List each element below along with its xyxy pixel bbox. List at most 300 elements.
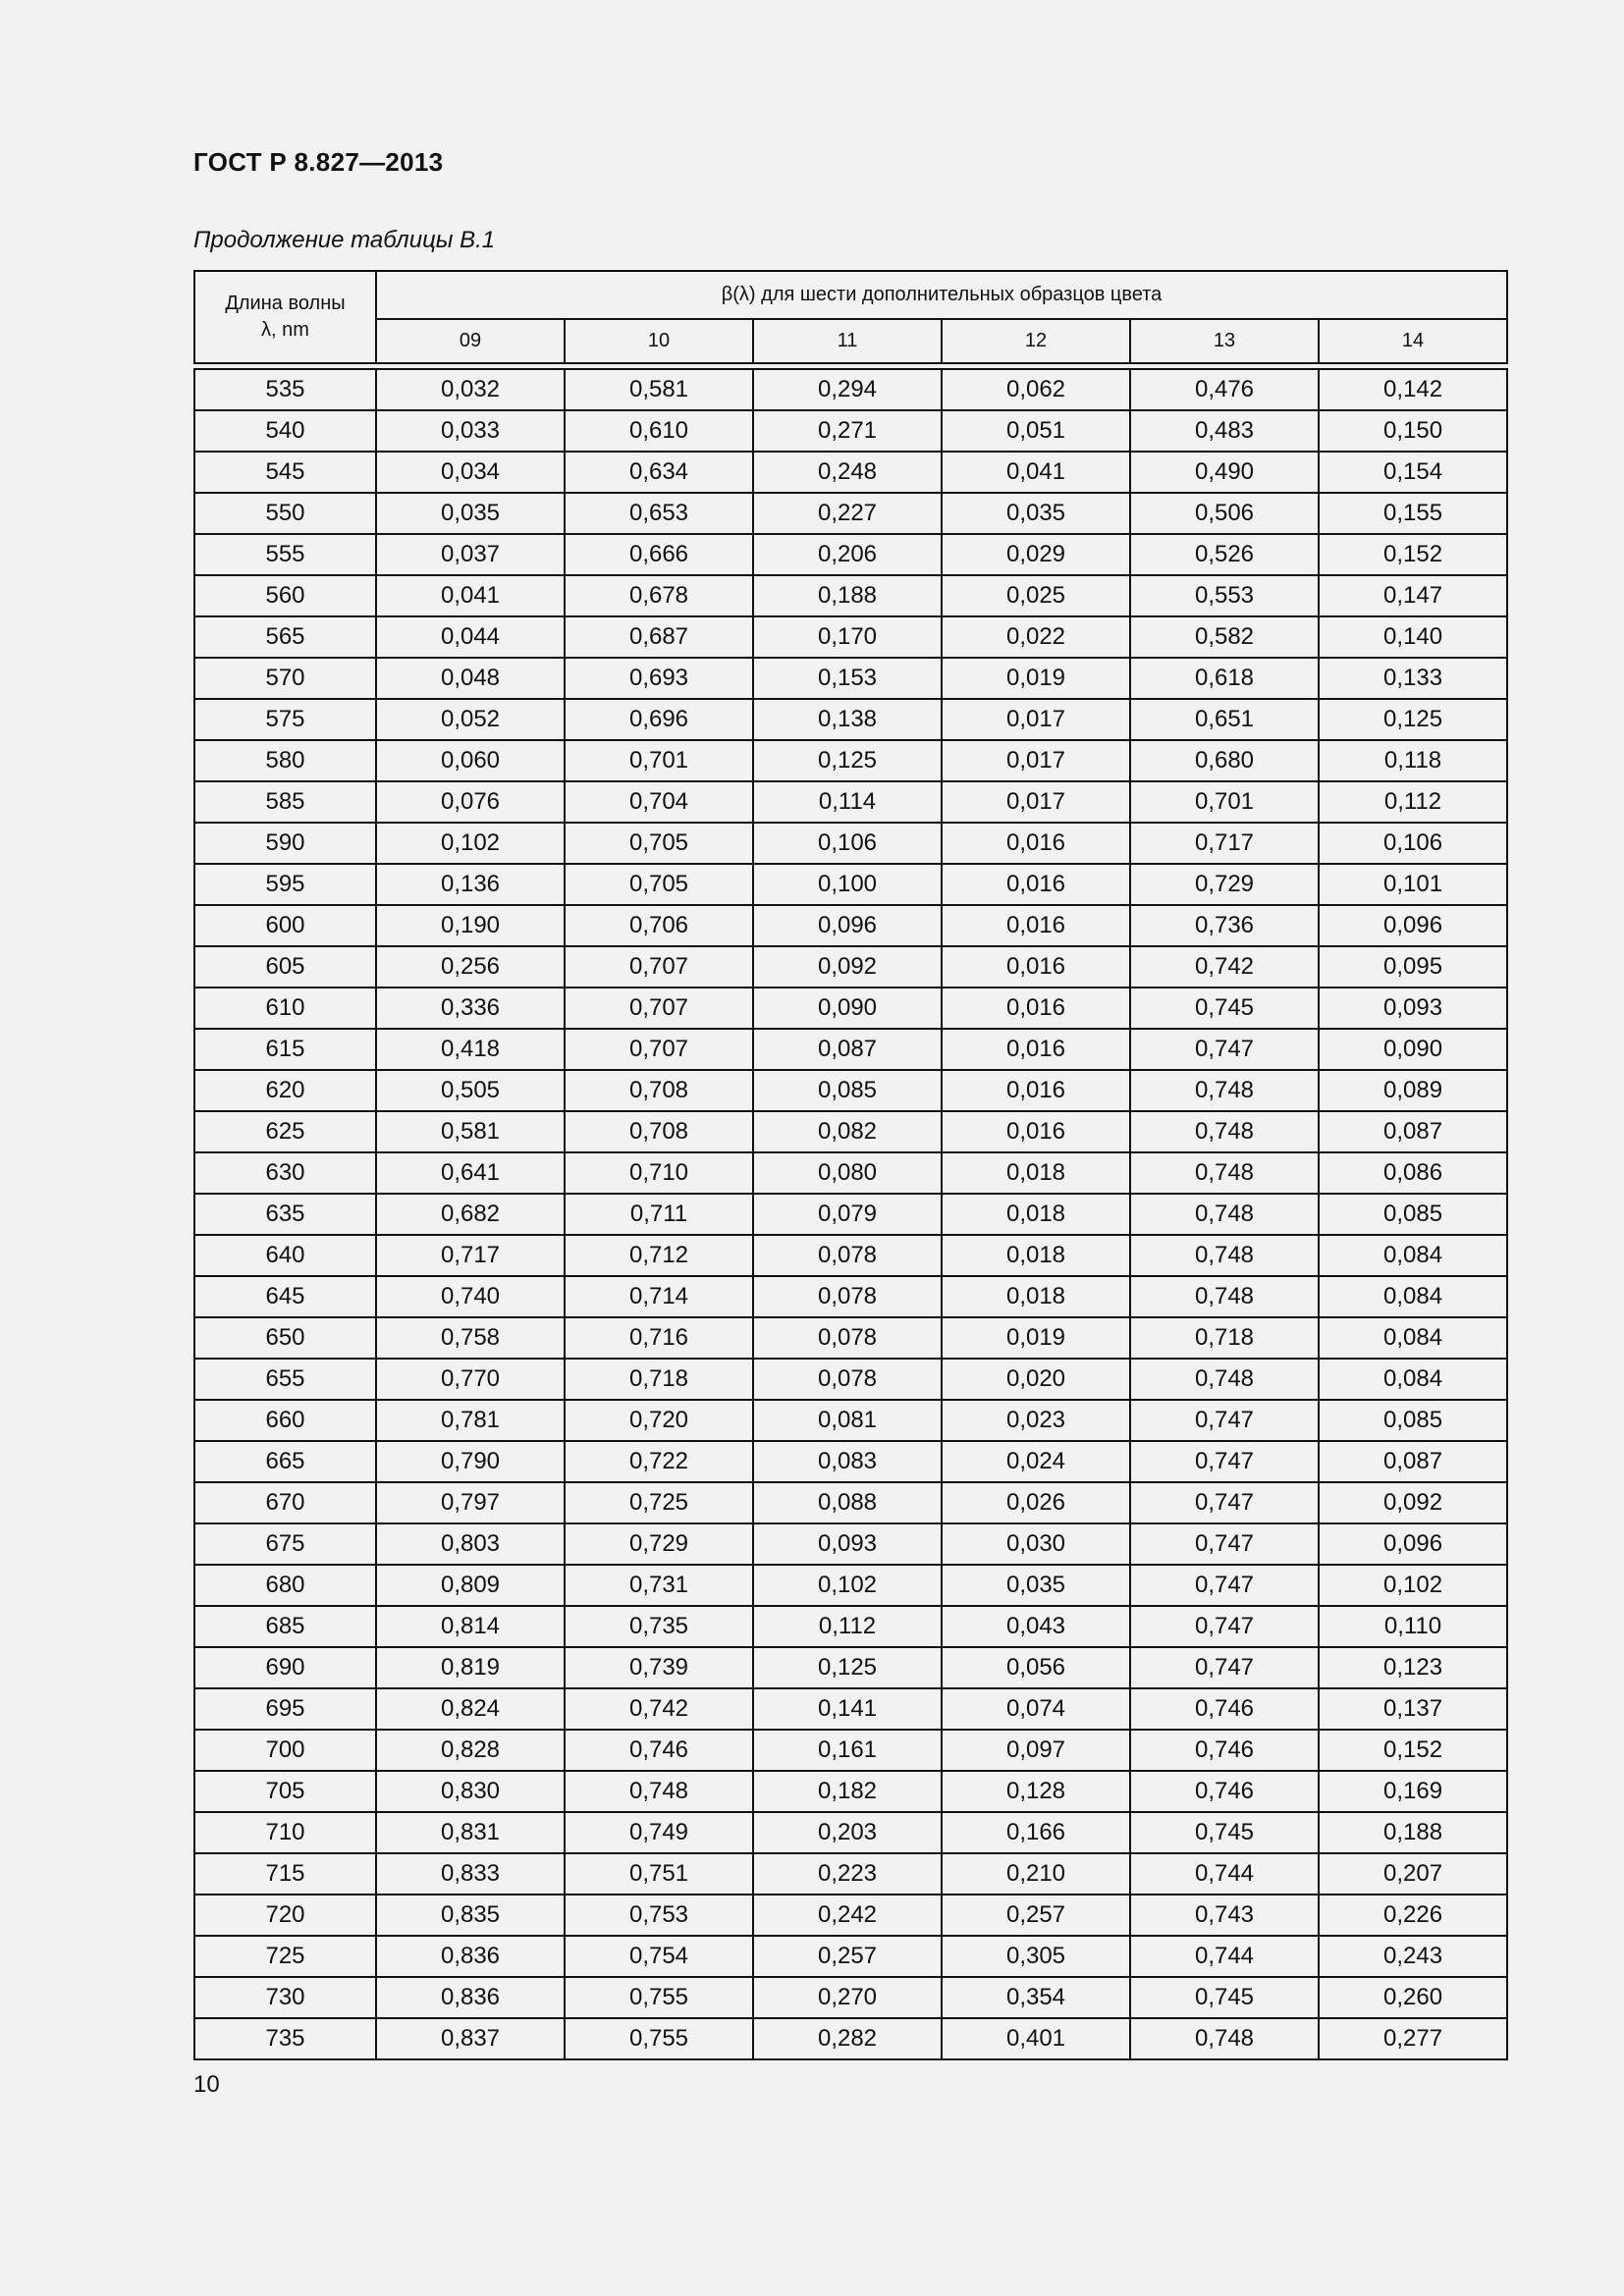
value-cell: 0,666 [565,534,753,575]
value-cell: 0,401 [942,2018,1130,2059]
wavelength-cell: 655 [194,1359,376,1400]
value-cell: 0,090 [1319,1029,1507,1070]
table-row [194,410,1507,452]
wavelength-cell: 635 [194,1194,376,1235]
value-cell: 0,153 [753,658,942,699]
value-cell: 0,092 [1319,1482,1507,1523]
value-cell: 0,022 [942,616,1130,658]
value-cell: 0,087 [1319,1111,1507,1152]
table-row [194,1936,1507,1977]
value-cell: 0,100 [753,864,942,905]
wavelength-cell: 550 [194,493,376,534]
value-cell: 0,056 [942,1647,1130,1688]
value-cell: 0,708 [565,1070,753,1111]
value-cell: 0,086 [1319,1152,1507,1194]
value-cell: 0,836 [376,1936,565,1977]
value-cell: 0,088 [753,1482,942,1523]
spectral-data-table [193,270,1508,2060]
value-cell: 0,112 [1319,781,1507,823]
value-cell: 0,747 [1130,1606,1319,1647]
value-cell: 0,736 [1130,905,1319,946]
value-cell: 0,016 [942,1111,1130,1152]
value-cell: 0,790 [376,1441,565,1482]
value-cell: 0,084 [1319,1359,1507,1400]
value-cell: 0,019 [942,658,1130,699]
value-cell: 0,084 [1319,1235,1507,1276]
value-cell: 0,096 [753,905,942,946]
value-cell: 0,837 [376,2018,565,2059]
value-cell: 0,748 [1130,2018,1319,2059]
value-cell: 0,748 [1130,1276,1319,1317]
value-cell: 0,044 [376,616,565,658]
table-row [194,1688,1507,1730]
wavelength-unit: λ, nm [261,319,309,341]
table-row [194,823,1507,864]
wavelength-cell: 575 [194,699,376,740]
value-cell: 0,035 [376,493,565,534]
value-cell: 0,707 [565,1029,753,1070]
value-cell: 0,746 [1130,1688,1319,1730]
wavelength-cell: 725 [194,1936,376,1977]
value-cell: 0,242 [753,1895,942,1936]
value-cell: 0,190 [376,905,565,946]
value-cell: 0,705 [565,864,753,905]
value-cell: 0,831 [376,1812,565,1853]
value-cell: 0,016 [942,1070,1130,1111]
value-cell: 0,755 [565,2018,753,2059]
column-header-11: 11 [753,319,942,363]
column-header-row [194,319,1507,363]
table-row [194,1565,1507,1606]
wavelength-cell: 585 [194,781,376,823]
value-cell: 0,024 [942,1441,1130,1482]
value-cell: 0,418 [376,1029,565,1070]
value-cell: 0,693 [565,658,753,699]
value-cell: 0,582 [1130,616,1319,658]
value-cell: 0,256 [376,946,565,988]
value-cell: 0,305 [942,1936,1130,1977]
table-row [194,1647,1507,1688]
wavelength-cell: 545 [194,452,376,493]
value-cell: 0,037 [376,534,565,575]
value-cell: 0,133 [1319,658,1507,699]
value-cell: 0,711 [565,1194,753,1235]
value-cell: 0,025 [942,575,1130,616]
wavelength-cell: 540 [194,410,376,452]
value-cell: 0,016 [942,1029,1130,1070]
value-cell: 0,755 [565,1977,753,2018]
value-cell: 0,154 [1319,452,1507,493]
value-cell: 0,203 [753,1812,942,1853]
value-cell: 0,744 [1130,1936,1319,1977]
value-cell: 0,824 [376,1688,565,1730]
column-header-14: 14 [1319,319,1507,363]
value-cell: 0,043 [942,1606,1130,1647]
value-cell: 0,078 [753,1317,942,1359]
value-cell: 0,102 [376,823,565,864]
beta-group-header: β(λ) для шести дополнительных образцов цвета [376,271,1507,319]
wavelength-header [194,271,376,363]
column-header-09: 09 [376,319,565,363]
value-cell: 0,836 [376,1977,565,2018]
value-cell: 0,476 [1130,369,1319,410]
table-row [194,1441,1507,1482]
wavelength-cell: 560 [194,575,376,616]
value-cell: 0,125 [753,740,942,781]
value-cell: 0,095 [1319,946,1507,988]
value-cell: 0,680 [1130,740,1319,781]
wavelength-cell: 615 [194,1029,376,1070]
table-row [194,616,1507,658]
wavelength-cell: 650 [194,1317,376,1359]
value-cell: 0,809 [376,1565,565,1606]
value-cell: 0,112 [753,1606,942,1647]
value-cell: 0,248 [753,452,942,493]
value-cell: 0,084 [1319,1317,1507,1359]
value-cell: 0,745 [1130,988,1319,1029]
value-cell: 0,137 [1319,1688,1507,1730]
value-cell: 0,270 [753,1977,942,2018]
value-cell: 0,152 [1319,534,1507,575]
value-cell: 0,701 [1130,781,1319,823]
value-cell: 0,062 [942,369,1130,410]
value-cell: 0,710 [565,1152,753,1194]
value-cell: 0,746 [1130,1730,1319,1771]
value-cell: 0,581 [376,1111,565,1152]
wavelength-cell: 660 [194,1400,376,1441]
value-cell: 0,257 [753,1936,942,1977]
value-cell: 0,701 [565,740,753,781]
table-row [194,1152,1507,1194]
value-cell: 0,735 [565,1606,753,1647]
table-row [194,905,1507,946]
value-cell: 0,150 [1319,410,1507,452]
value-cell: 0,169 [1319,1771,1507,1812]
value-cell: 0,696 [565,699,753,740]
table-row [194,452,1507,493]
value-cell: 0,018 [942,1194,1130,1235]
table-row [194,1812,1507,1853]
wavelength-cell: 670 [194,1482,376,1523]
value-cell: 0,717 [376,1235,565,1276]
value-cell: 0,097 [942,1730,1130,1771]
value-cell: 0,087 [1319,1441,1507,1482]
value-cell: 0,227 [753,493,942,534]
value-cell: 0,142 [1319,369,1507,410]
table-row [194,2018,1507,2059]
value-cell: 0,087 [753,1029,942,1070]
value-cell: 0,182 [753,1771,942,1812]
value-cell: 0,740 [376,1276,565,1317]
table-row [194,1029,1507,1070]
wavelength-cell: 720 [194,1895,376,1936]
value-cell: 0,722 [565,1441,753,1482]
value-cell: 0,030 [942,1523,1130,1565]
value-cell: 0,052 [376,699,565,740]
table-row [194,1400,1507,1441]
wavelength-cell: 605 [194,946,376,988]
value-cell: 0,747 [1130,1647,1319,1688]
value-cell: 0,034 [376,452,565,493]
table-row [194,575,1507,616]
value-cell: 0,747 [1130,1441,1319,1482]
value-cell: 0,029 [942,534,1130,575]
value-cell: 0,152 [1319,1730,1507,1771]
value-cell: 0,712 [565,1235,753,1276]
value-cell: 0,048 [376,658,565,699]
table-row [194,1606,1507,1647]
wavelength-cell: 680 [194,1565,376,1606]
value-cell: 0,770 [376,1359,565,1400]
value-cell: 0,634 [565,452,753,493]
value-cell: 0,747 [1130,1029,1319,1070]
value-cell: 0,106 [753,823,942,864]
document-header: ГОСТ Р 8.827—2013 [193,147,444,177]
value-cell: 0,035 [942,1565,1130,1606]
page-number: 10 [193,2071,220,2098]
value-cell: 0,018 [942,1276,1130,1317]
table-body [194,369,1507,2059]
value-cell: 0,106 [1319,823,1507,864]
wavelength-cell: 675 [194,1523,376,1565]
value-cell: 0,746 [565,1730,753,1771]
value-cell: 0,714 [565,1276,753,1317]
value-cell: 0,170 [753,616,942,658]
value-cell: 0,687 [565,616,753,658]
value-cell: 0,708 [565,1111,753,1152]
value-cell: 0,096 [1319,1523,1507,1565]
table-row [194,1895,1507,1936]
value-cell: 0,747 [1130,1400,1319,1441]
table-caption: Продолжение таблицы В.1 [193,227,496,253]
value-cell: 0,731 [565,1565,753,1606]
wavelength-cell: 630 [194,1152,376,1194]
wavelength-cell: 690 [194,1647,376,1688]
value-cell: 0,271 [753,410,942,452]
value-cell: 0,651 [1130,699,1319,740]
value-cell: 0,243 [1319,1936,1507,1977]
value-cell: 0,704 [565,781,753,823]
wavelength-cell: 620 [194,1070,376,1111]
value-cell: 0,282 [753,2018,942,2059]
value-cell: 0,114 [753,781,942,823]
value-cell: 0,161 [753,1730,942,1771]
value-cell: 0,188 [753,575,942,616]
value-cell: 0,020 [942,1359,1130,1400]
table-row [194,1070,1507,1111]
wavelength-cell: 570 [194,658,376,699]
table-row [194,1523,1507,1565]
value-cell: 0,725 [565,1482,753,1523]
value-cell: 0,016 [942,988,1130,1029]
value-cell: 0,742 [565,1688,753,1730]
wavelength-cell: 640 [194,1235,376,1276]
wavelength-cell: 535 [194,369,376,410]
value-cell: 0,830 [376,1771,565,1812]
value-cell: 0,078 [753,1276,942,1317]
value-cell: 0,744 [1130,1853,1319,1895]
wavelength-cell: 665 [194,1441,376,1482]
value-cell: 0,747 [1130,1523,1319,1565]
table-row [194,1317,1507,1359]
value-cell: 0,748 [1130,1194,1319,1235]
table-row [194,1853,1507,1895]
value-cell: 0,749 [565,1812,753,1853]
table-row [194,1771,1507,1812]
value-cell: 0,748 [1130,1070,1319,1111]
column-header-12: 12 [942,319,1130,363]
value-cell: 0,729 [565,1523,753,1565]
value-cell: 0,797 [376,1482,565,1523]
wavelength-cell: 580 [194,740,376,781]
value-cell: 0,060 [376,740,565,781]
value-cell: 0,718 [1130,1317,1319,1359]
value-cell: 0,618 [1130,658,1319,699]
table-row [194,493,1507,534]
value-cell: 0,017 [942,781,1130,823]
value-cell: 0,743 [1130,1895,1319,1936]
wavelength-cell: 705 [194,1771,376,1812]
table-row [194,740,1507,781]
value-cell: 0,742 [1130,946,1319,988]
wavelength-cell: 610 [194,988,376,1029]
value-cell: 0,018 [942,1152,1130,1194]
wavelength-cell: 730 [194,1977,376,2018]
value-cell: 0,093 [753,1523,942,1565]
value-cell: 0,610 [565,410,753,452]
value-cell: 0,720 [565,1400,753,1441]
value-cell: 0,223 [753,1853,942,1895]
value-cell: 0,128 [942,1771,1130,1812]
wavelength-cell: 600 [194,905,376,946]
value-cell: 0,138 [753,699,942,740]
value-cell: 0,074 [942,1688,1130,1730]
value-cell: 0,085 [1319,1400,1507,1441]
wavelength-cell: 590 [194,823,376,864]
value-cell: 0,092 [753,946,942,988]
value-cell: 0,041 [376,575,565,616]
value-cell: 0,707 [565,946,753,988]
value-cell: 0,123 [1319,1647,1507,1688]
wavelength-cell: 700 [194,1730,376,1771]
column-header-10: 10 [565,319,753,363]
value-cell: 0,745 [1130,1977,1319,2018]
table-row [194,1235,1507,1276]
value-cell: 0,682 [376,1194,565,1235]
value-cell: 0,093 [1319,988,1507,1029]
value-cell: 0,739 [565,1647,753,1688]
value-cell: 0,294 [753,369,942,410]
value-cell: 0,101 [1319,864,1507,905]
value-cell: 0,505 [376,1070,565,1111]
value-cell: 0,096 [1319,905,1507,946]
value-cell: 0,226 [1319,1895,1507,1936]
value-cell: 0,745 [1130,1812,1319,1853]
value-cell: 0,125 [1319,699,1507,740]
value-cell: 0,257 [942,1895,1130,1936]
value-cell: 0,716 [565,1317,753,1359]
value-cell: 0,260 [1319,1977,1507,2018]
value-cell: 0,140 [1319,616,1507,658]
value-cell: 0,754 [565,1936,753,1977]
value-cell: 0,081 [753,1400,942,1441]
value-cell: 0,016 [942,823,1130,864]
table-row [194,988,1507,1029]
value-cell: 0,835 [376,1895,565,1936]
table-row [194,864,1507,905]
value-cell: 0,016 [942,864,1130,905]
value-cell: 0,747 [1130,1482,1319,1523]
wavelength-label: Длина волны [225,293,346,314]
value-cell: 0,729 [1130,864,1319,905]
table-row [194,534,1507,575]
value-cell: 0,833 [376,1853,565,1895]
value-cell: 0,017 [942,740,1130,781]
value-cell: 0,506 [1130,493,1319,534]
value-cell: 0,141 [753,1688,942,1730]
value-cell: 0,336 [376,988,565,1029]
value-cell: 0,125 [753,1647,942,1688]
value-cell: 0,354 [942,1977,1130,2018]
value-cell: 0,085 [1319,1194,1507,1235]
table-row [194,1730,1507,1771]
value-cell: 0,803 [376,1523,565,1565]
value-cell: 0,016 [942,905,1130,946]
value-cell: 0,210 [942,1853,1130,1895]
value-cell: 0,277 [1319,2018,1507,2059]
table-row [194,1977,1507,2018]
table-row [194,1276,1507,1317]
value-cell: 0,102 [1319,1565,1507,1606]
table-row [194,369,1507,410]
value-cell: 0,706 [565,905,753,946]
value-cell: 0,707 [565,988,753,1029]
value-cell: 0,078 [753,1235,942,1276]
value-cell: 0,718 [565,1359,753,1400]
value-cell: 0,019 [942,1317,1130,1359]
value-cell: 0,076 [376,781,565,823]
value-cell: 0,747 [1130,1565,1319,1606]
wavelength-cell: 565 [194,616,376,658]
value-cell: 0,748 [565,1771,753,1812]
value-cell: 0,748 [1130,1152,1319,1194]
value-cell: 0,207 [1319,1853,1507,1895]
wavelength-cell: 625 [194,1111,376,1152]
value-cell: 0,017 [942,699,1130,740]
wavelength-cell: 695 [194,1688,376,1730]
value-cell: 0,166 [942,1812,1130,1853]
column-header-13: 13 [1130,319,1319,363]
value-cell: 0,082 [753,1111,942,1152]
table-row [194,1482,1507,1523]
table-row [194,1194,1507,1235]
value-cell: 0,089 [1319,1070,1507,1111]
value-cell: 0,653 [565,493,753,534]
value-cell: 0,553 [1130,575,1319,616]
value-cell: 0,090 [753,988,942,1029]
value-cell: 0,147 [1319,575,1507,616]
wavelength-cell: 715 [194,1853,376,1895]
value-cell: 0,083 [753,1441,942,1482]
value-cell: 0,102 [753,1565,942,1606]
value-cell: 0,746 [1130,1771,1319,1812]
value-cell: 0,819 [376,1647,565,1688]
table-row [194,781,1507,823]
wavelength-cell: 685 [194,1606,376,1647]
value-cell: 0,136 [376,864,565,905]
value-cell: 0,018 [942,1235,1130,1276]
value-cell: 0,206 [753,534,942,575]
